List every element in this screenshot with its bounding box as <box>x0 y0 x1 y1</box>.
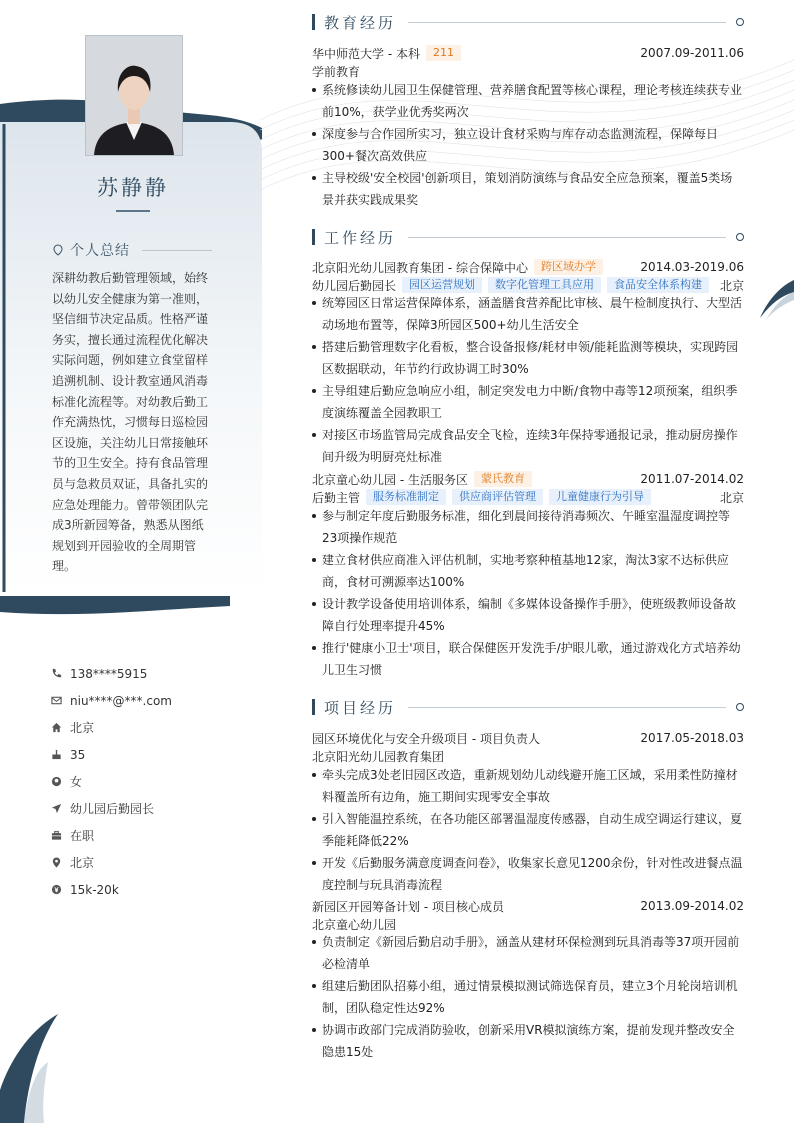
list-item: 统筹园区日常运营保障体系，涵盖膳食营养配比审核、晨午检制度执行、大型活动场地布置等，保障3所园区500+幼儿生活安全 <box>312 292 744 336</box>
company-tag: 蒙氏教育 <box>474 471 532 487</box>
project-header-row <box>312 729 744 747</box>
list-item: 建立食材供应商准入评估机制，实地考察种植基地12家，淘汰3家不达标供应商，食材可溯源率达100% <box>312 549 744 593</box>
job-bullets <box>312 505 744 681</box>
section-bar <box>312 14 315 30</box>
summary-heading <box>52 240 212 260</box>
project-bullets <box>312 931 744 1063</box>
contact-email: niu****@***.com <box>50 687 172 714</box>
salary-icon <box>50 884 62 896</box>
list-item: 引入智能温控系统，在各功能区部署温湿度传感器，自动生成空调运行建议，夏季能耗降低22% <box>312 808 744 852</box>
job-company: 北京童心幼儿园 - 生活服务区 <box>312 472 468 487</box>
education-section-header <box>312 11 744 33</box>
project-org: 北京童心幼儿园 <box>312 917 397 932</box>
job-bullets <box>312 292 744 468</box>
work-title: 工作经历 <box>324 228 397 247</box>
project-name: 园区环境优化与安全升级项目 - 项目负责人 <box>312 731 540 746</box>
job-header-row <box>312 470 744 488</box>
project-date: 2017.05-2018.03 <box>640 731 744 745</box>
skill-tag: 数字化管理工具应用 <box>488 277 601 293</box>
contact-phone: 138****5915 <box>50 660 172 687</box>
project-date: 2013.09-2014.02 <box>640 899 744 913</box>
summary-icon <box>52 244 64 256</box>
project-bullets <box>312 764 744 896</box>
project-org-row <box>312 747 744 765</box>
section-rule <box>408 237 726 238</box>
profile-photo <box>85 35 183 156</box>
contact-target-position: 幼儿园后勤园长 <box>50 795 172 822</box>
skill-tag: 儿童健康行为引导 <box>549 489 651 505</box>
home-icon <box>50 722 62 734</box>
list-item: 参与制定年度后勤服务标准，细化到晨间接待消毒频次、午睡室温湿度调控等23项操作规范 <box>312 505 744 549</box>
list-item: 主导校级'安全校园'创新项目，策划消防演练与食品安全应急预案，覆盖5类场景并获实践成果奖 <box>312 167 744 211</box>
projects-title: 项目经历 <box>324 698 397 717</box>
briefcase-icon <box>50 830 62 842</box>
job-city: 北京 <box>719 278 744 293</box>
contact-status: 在职 <box>50 822 172 849</box>
school-tag: 211 <box>426 45 461 61</box>
education-bullets <box>312 79 744 211</box>
gender-icon <box>50 776 62 788</box>
education-date: 2007.09-2011.06 <box>640 46 744 60</box>
section-dot-icon <box>736 703 744 711</box>
job-position-row <box>312 488 744 506</box>
job-position: 后勤主管 <box>312 490 361 505</box>
section-dot-icon <box>736 18 744 26</box>
education-title: 教育经历 <box>324 13 397 32</box>
list-item: 牵头完成3处老旧园区改造，重新规划幼儿动线避开施工区域，采用柔性防撞材料覆盖所有边角，施工期间实现零安全事故 <box>312 764 744 808</box>
summary-divider <box>142 250 212 251</box>
contact-residence: 北京 <box>50 714 172 741</box>
list-item: 协调市政部门完成消防验收，创新采用VR模拟演练方案，提前发现并整改安全隐患15处 <box>312 1019 744 1063</box>
location-icon <box>50 857 62 869</box>
section-rule <box>408 22 726 23</box>
name-underline <box>116 210 150 212</box>
list-item: 开发《后勤服务满意度调查问卷》，收集家长意见1200余份，针对性改进餐点温度控制与玩具消毒流程 <box>312 852 744 896</box>
list-item: 组建后勤团队招募小组，通过情景模拟测试筛选保育员，建立3个月轮岗培训机制，团队稳定性达92% <box>312 975 744 1019</box>
job-position: 幼儿园后勤园长 <box>312 278 397 293</box>
contact-age: 35 <box>50 741 172 768</box>
list-item: 深度参与合作园所实习，独立设计食材采购与库存动态监测流程，保障每日300+餐次高效供应 <box>312 123 744 167</box>
projects-section-header <box>312 696 744 718</box>
contact-list <box>50 660 172 903</box>
major: 学前教育 <box>312 64 361 79</box>
skill-tag: 园区运营规划 <box>402 277 482 293</box>
job-header-row <box>312 258 744 276</box>
section-dot-icon <box>736 233 744 241</box>
company-tag: 跨区域办学 <box>534 259 603 275</box>
list-item: 推行'健康小卫士'项目，联合保健医开发洗手/护眼儿歌，通过游戏化方式培养幼儿卫生习惯 <box>312 637 744 681</box>
education-major-row <box>312 62 744 80</box>
list-item: 系统修读幼儿园卫生保健管理、营养膳食配置等核心课程，理论考核连续获专业前10%，获学业优秀奖两次 <box>312 79 744 123</box>
list-item: 对接区市场监管局完成食品安全飞检，连续3年保持零通报记录，推动厨房操作间升级为明厨亮灶标准 <box>312 424 744 468</box>
contact-gender: 女 <box>50 768 172 795</box>
cake-icon <box>50 749 62 761</box>
job-city: 北京 <box>719 490 744 505</box>
summary-title: 个人总结 <box>70 243 130 259</box>
section-rule <box>408 707 726 708</box>
contact-target-city: 北京 <box>50 849 172 876</box>
avatar <box>86 36 182 155</box>
education-header-row <box>312 44 744 62</box>
work-section-header <box>312 226 744 248</box>
project-header-row <box>312 897 744 915</box>
project-name: 新园区开园筹备计划 - 项目核心成员 <box>312 899 504 914</box>
project-org: 北京阳光幼儿园教育集团 <box>312 749 445 764</box>
send-icon <box>50 803 62 815</box>
contact-salary: 15k-20k <box>50 876 172 903</box>
skill-tag: 供应商评估管理 <box>452 489 543 505</box>
job-date: 2011.07-2014.02 <box>640 472 744 486</box>
list-item: 负责制定《新园后勤启动手册》，涵盖从建材环保检测到玩具消毒等37项开园前必检清单 <box>312 931 744 975</box>
phone-icon <box>50 668 62 680</box>
skill-tag: 服务标准制定 <box>366 489 446 505</box>
list-item: 设计教学设备使用培训体系，编制《多媒体设备操作手册》，使班级教师设备故障自行处理率提升45% <box>312 593 744 637</box>
summary-text: 深耕幼教后勤管理领域，始终以幼儿安全健康为第一准则，坚信细节决定品质。性格严谨务实，擅长通过流程优化解决实际问题，例如建立食堂留样追溯机制、设计教室通风消毒标准化流程等。对幼教后勤工作充满热忱，习惯每日巡检园区设施，关注幼儿日常接触环节的卫生安全。持有食品管理员与急救员双证，具备扎实的应急处理能力。曾带领团队完成3所新园筹备，熟悉从图纸规划到开园验收的全周期管理。 <box>52 271 209 574</box>
candidate-name: 苏静静 <box>97 176 169 200</box>
list-item: 主导组建后勤应急响应小组，制定突发电力中断/食物中毒等12项预案，组织季度演练覆盖全园教职工 <box>312 380 744 424</box>
section-bar <box>312 699 315 715</box>
skill-tag: 食品安全体系构建 <box>607 277 709 293</box>
job-company: 北京阳光幼儿园教育集团 - 综合保障中心 <box>312 260 528 275</box>
list-item: 搭建后勤管理数字化看板，整合设备报修/耗材申领/能耗监测等模块，实现跨园区数据联动，年节约行政协调工时30% <box>312 336 744 380</box>
section-bar <box>312 229 315 245</box>
job-date: 2014.03-2019.06 <box>640 260 744 274</box>
school-name: 华中师范大学 - 本科 <box>312 46 420 61</box>
mail-icon <box>50 695 62 707</box>
